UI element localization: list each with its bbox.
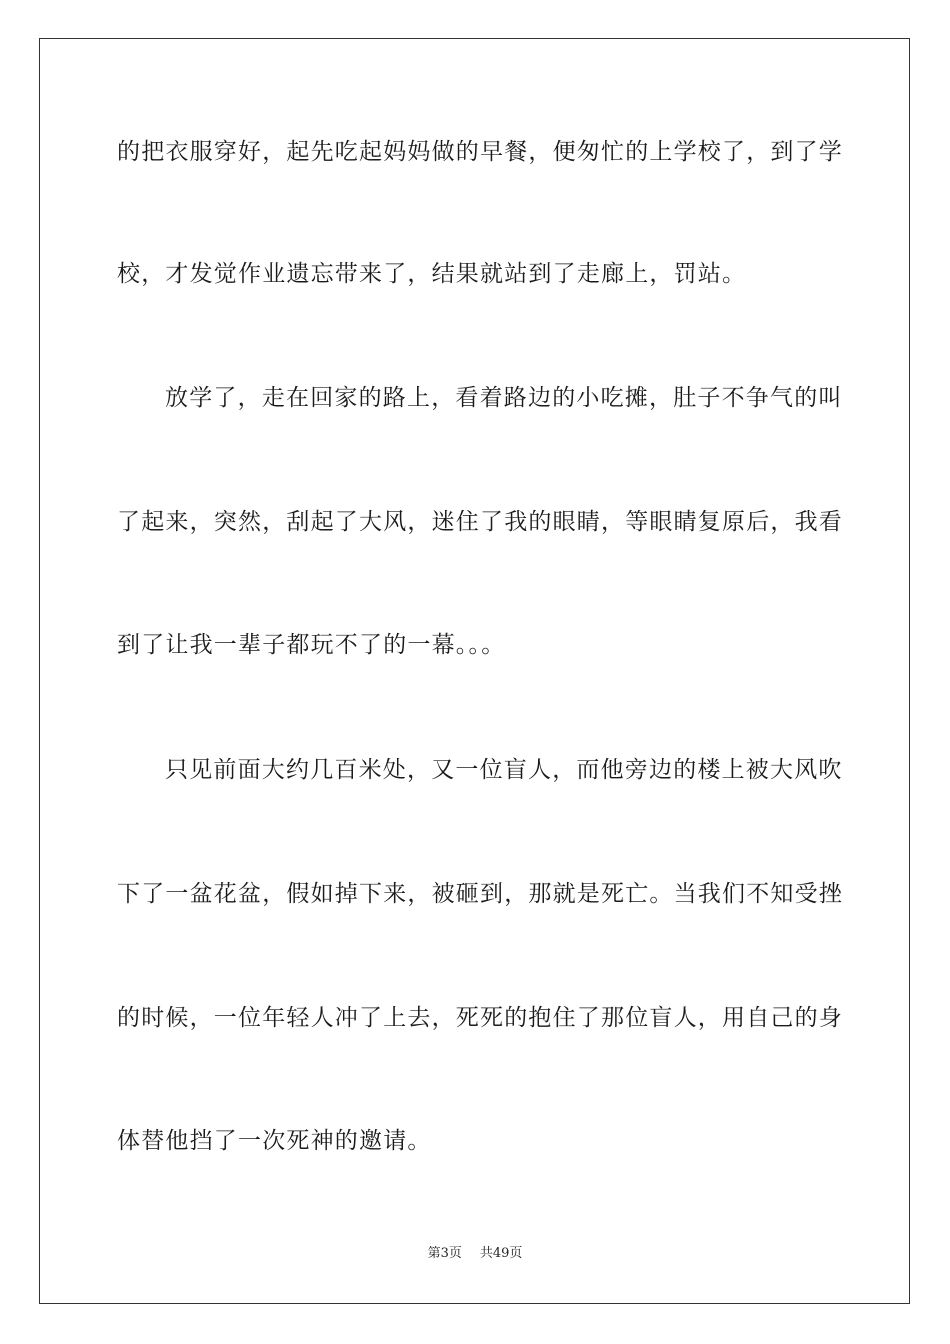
paragraph-start-line-6: 只见前面大约几百米处，又一位盲人，而他旁边的楼上被大风吹	[165, 757, 843, 783]
text-line-5: 到了让我一辈子都玩不了的一幕。。。	[117, 632, 506, 658]
text-line-7: 下了一盆花盆，假如掉下来，被砸到，那就是死亡。当我们不知受挫	[117, 881, 843, 907]
total-pages: 共49页	[479, 1246, 523, 1261]
paragraph-start-line-3: 放学了，走在回家的路上，看着路边的小吃摊，肚子不争气的叫	[165, 385, 843, 411]
text-line-8: 的时候，一位年轻人冲了上去，死死的抱住了那位盲人，用自己的身	[117, 1005, 843, 1031]
page-footer	[0, 1245, 950, 1263]
text-line-1: 的把衣服穿好，起先吃起妈妈做的早餐，便匆忙的上学校了，到了学	[117, 139, 843, 165]
page-border	[39, 38, 910, 1304]
page-number: 第3页	[427, 1246, 462, 1261]
text-line-4: 了起来，突然，刮起了大风，迷住了我的眼睛，等眼睛复原后，我看	[117, 509, 843, 535]
text-line-9: 体替他挡了一次死神的邀请。	[117, 1128, 432, 1154]
text-line-2: 校，才发觉作业遗忘带来了，结果就站到了走廊上，罚站。	[117, 261, 747, 287]
